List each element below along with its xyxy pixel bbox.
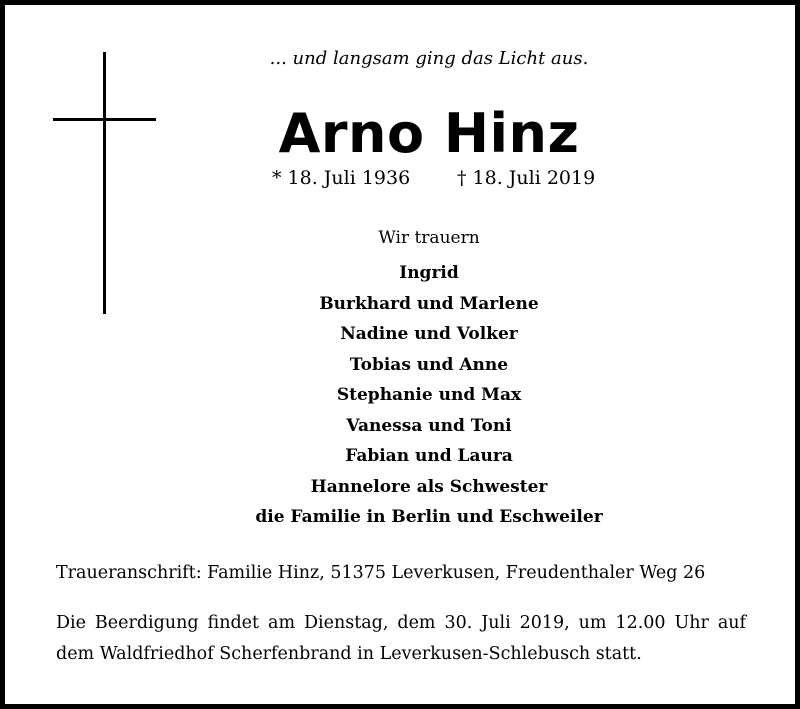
mourning-address: Traueranschrift: Familie Hinz, 51375 Leverkusen, Freudenthaler Weg 26 (56, 563, 706, 583)
mourn-heading: Wir trauern (378, 228, 480, 248)
birth-date: * 18. Juli 1936 (272, 167, 411, 189)
funeral-info: Die Beerdigung findet am Dienstag, dem 30. Juli 2019, um 12.00 Uhr auf dem Waldfriedhof Scherfenbrand in Leverkusen-Schlebusch statt. (56, 613, 746, 664)
mourner-item: die Familie in Berlin und Eschweiler (255, 507, 603, 527)
mourner-item: Burkhard und Marlene (319, 293, 539, 314)
mourner-item: Tobias und Anne (349, 354, 509, 375)
mourner-item: Vanessa und Toni (346, 415, 512, 436)
mourner-item: Ingrid (399, 263, 459, 283)
death-date: † 18. Juli 2019 (457, 167, 596, 189)
motto-line: ... und langsam ging das Licht aus. (269, 48, 589, 69)
mourner-item: Fabian und Laura (345, 446, 513, 466)
mourner-item: Hannelore als Schwester (310, 476, 548, 497)
mourner-item: Nadine und Volker (340, 324, 518, 344)
deceased-name: Arno Hinz (278, 102, 580, 165)
mourners-list (0, 258, 800, 533)
mourner-item: Stephanie und Max (336, 385, 522, 405)
